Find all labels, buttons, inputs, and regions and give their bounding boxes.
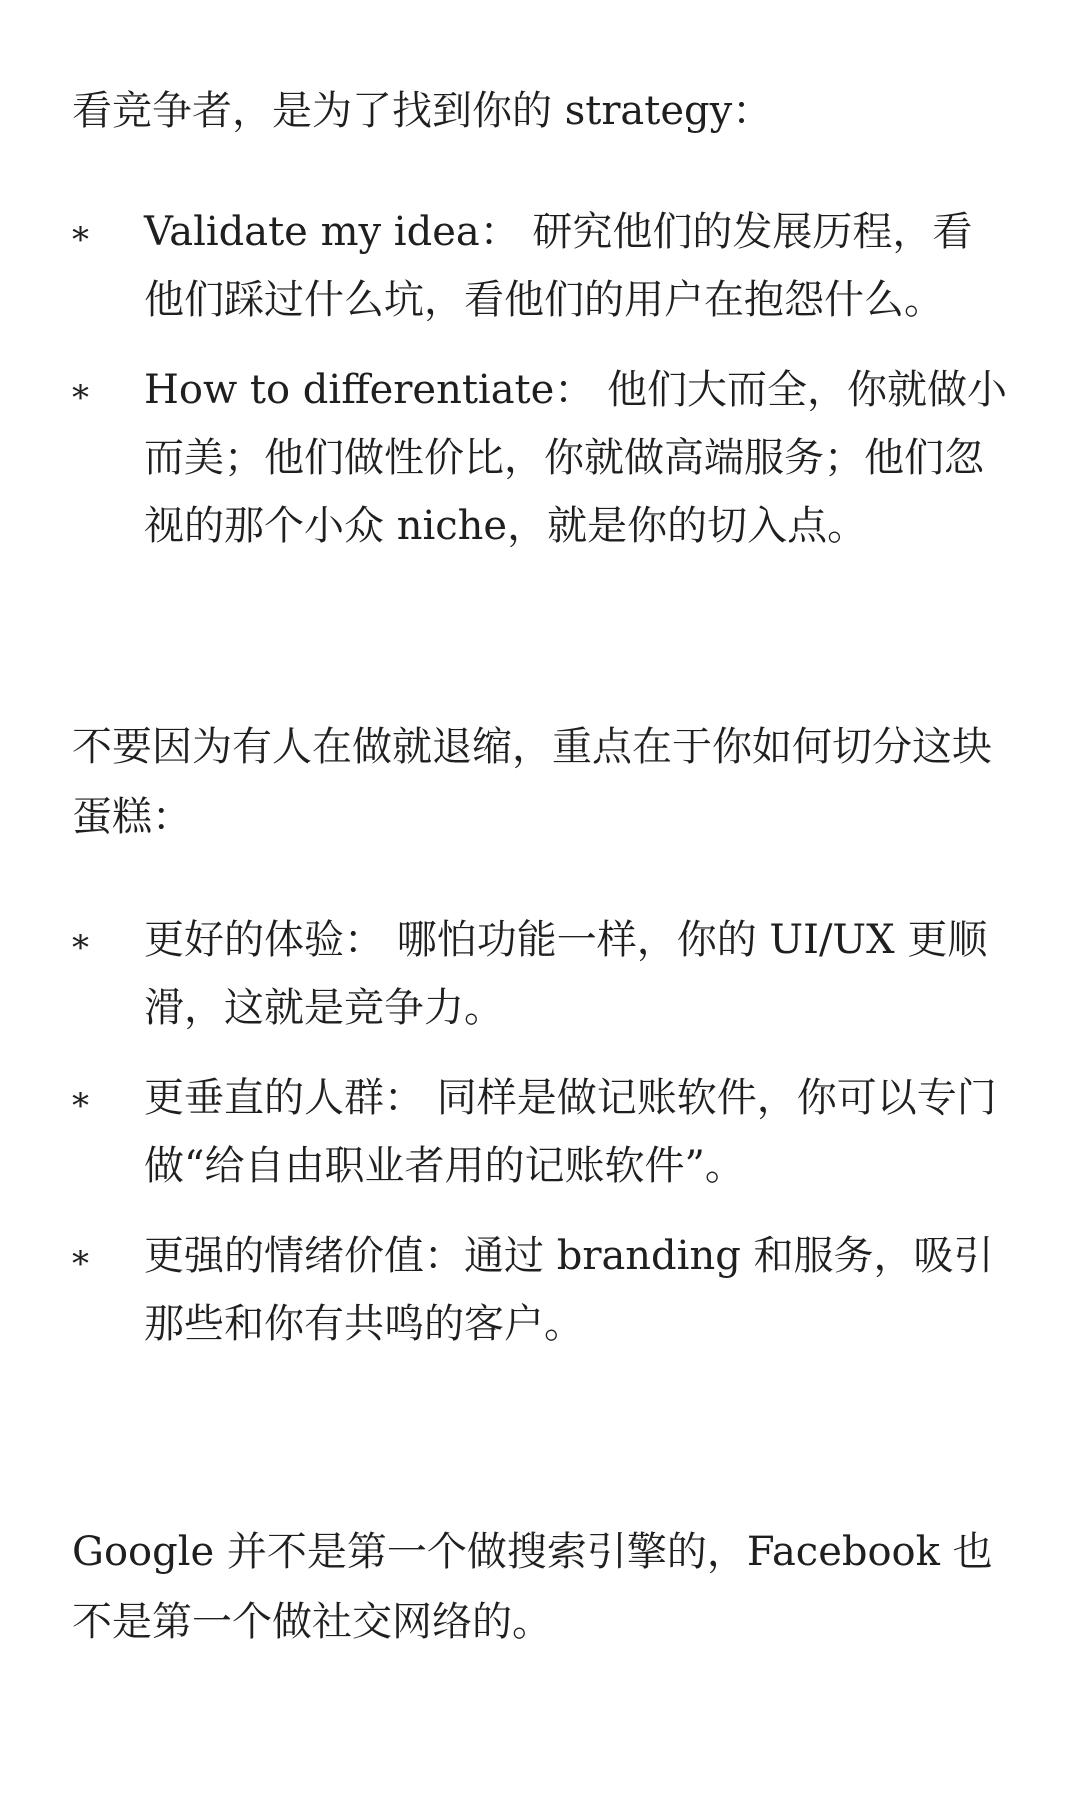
bullet-text: How to differentiate： 他们大而全，你就做小而美；他们做性价比，你就做高端服务；他们忽视的那个小众 niche，就是你的切入点。 <box>144 367 1008 549</box>
bullet-text: Validate my idea： 研究他们的发展历程，看他们踩过什么坑，看他们的用户在抱怨什么。 <box>144 209 973 323</box>
strategy-bullet-list <box>72 198 1008 560</box>
intro-paragraph: 看竞争者，是为了找到你的 strategy： <box>72 88 773 134</box>
bullet-marker: * <box>72 220 89 260</box>
list-item <box>72 906 1008 1042</box>
list-item <box>72 356 1008 560</box>
cake-paragraph: 不要因为有人在做就退缩，重点在于你如何切分这块蛋糕： <box>72 724 992 840</box>
cake-bullet-list <box>72 906 1008 1358</box>
bullet-marker: * <box>72 1086 89 1126</box>
bullet-text: 更强的情绪价值：通过 branding 和服务，吸引那些和你有共鸣的客户。 <box>144 1233 994 1347</box>
list-item <box>72 1222 1008 1358</box>
list-item <box>72 1064 1008 1200</box>
bullet-marker: * <box>72 1244 89 1284</box>
closing-paragraph: Google 并不是第一个做搜索引擎的，Facebook 也不是第一个做社交网络的。 <box>72 1529 993 1645</box>
bullet-text: 更垂直的人群： 同样是做记账软件，你可以专门做“给自由职业者用的记账软件”。 <box>144 1075 997 1189</box>
bullet-marker: * <box>72 378 89 418</box>
bullet-text: 更好的体验： 哪怕功能一样，你的 UI/UX 更顺滑，这就是竞争力。 <box>144 917 988 1031</box>
bullet-marker: * <box>72 928 89 968</box>
list-item <box>72 198 1008 334</box>
